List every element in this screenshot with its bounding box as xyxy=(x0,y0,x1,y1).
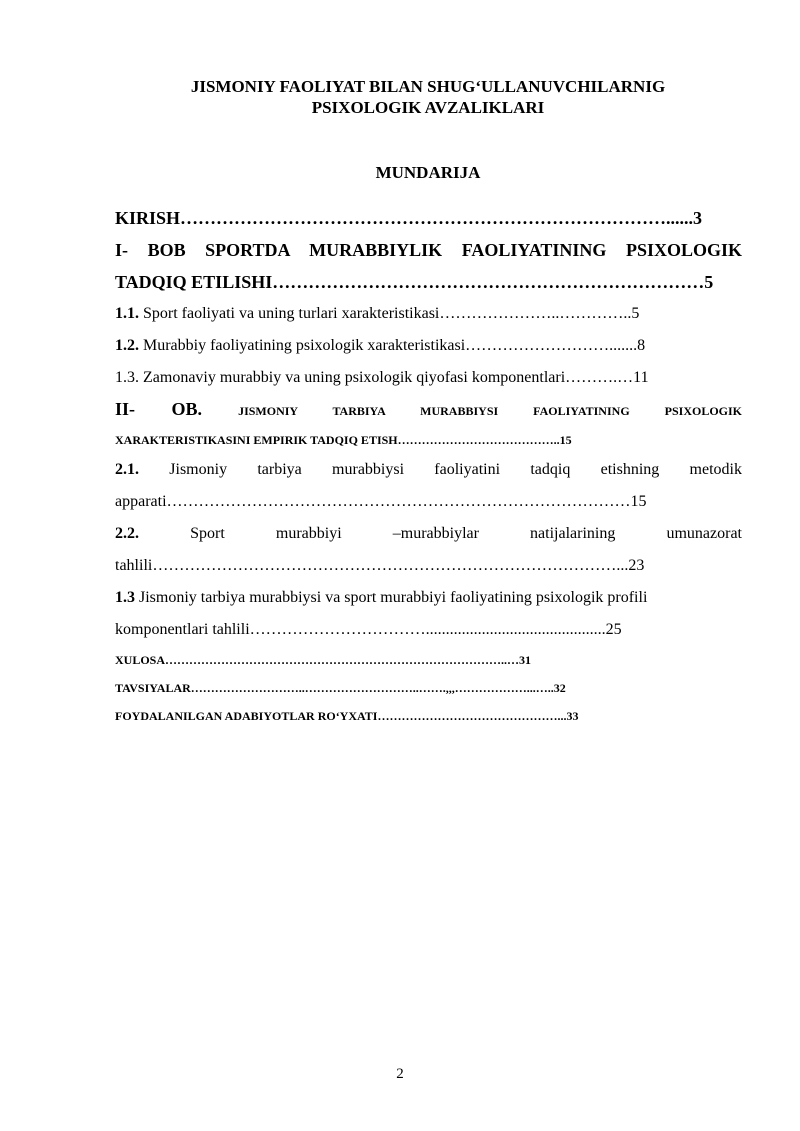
title-line-2: PSIXOLOGIK AVZALIKLARI xyxy=(311,98,545,117)
toc-chapter-1-line-2: TADQIQ ETILISHI………………………………………………………………5 xyxy=(115,272,714,292)
contents-heading: MUNDARIJA xyxy=(375,163,481,182)
toc-section-2-2 xyxy=(115,518,742,582)
document-title xyxy=(100,76,756,118)
toc-section-1-3-profile-line-1 xyxy=(115,582,742,614)
toc-chapter-2 xyxy=(115,394,742,454)
toc-chapter-2-line-1 xyxy=(115,394,742,426)
toc-section-1-1 xyxy=(115,298,742,330)
section-title: Jismoniy tarbiya murabbiysi va sport murabbiyi faoliyatining psixologik profili xyxy=(135,589,648,606)
toc-section-2-1-line-1 xyxy=(115,454,742,486)
chapter-2-prefix: II- OB. xyxy=(115,399,203,419)
toc-section-2-2-line-2: tahlili……………………………………………………………………………...23 xyxy=(115,557,645,574)
toc-section-2-1 xyxy=(115,454,742,518)
section-title: Sport faoliyati va uning turlari xarakteristikasi…………………..…………..5 xyxy=(139,305,640,322)
chapter-2-title-part: JISMONIY TARBIYA MURABBIYSI FAOLIYATINING PSIXOLOGIK xyxy=(238,404,743,418)
section-title: Sport murabbiyi –murabbiylar natijalarining umunazorat xyxy=(139,525,742,542)
section-number: 1.1. xyxy=(115,305,139,322)
title-line-1: JISMONIY FAOLIYAT BILAN SHUG‘ULLANUVCHILARNIG xyxy=(190,77,666,96)
toc-chapter-1 xyxy=(115,234,742,298)
section-title: Jismoniy tarbiya murabbiysi faoliyatini tadqiq etishning metodik xyxy=(139,461,742,478)
toc-section-1-3-profile xyxy=(115,582,742,646)
toc-kirish: KIRISH………………………………………………………………………......3 xyxy=(115,208,703,228)
toc-section-1-3-profile-line-2: komponentlari tahlili…………………………….............................................25 xyxy=(115,621,622,638)
section-number: 1.2. xyxy=(115,337,139,354)
toc-section-1-3: 1.3. Zamonaviy murabbiy va uning psixologik qiyofasi komponentlari……….…11 xyxy=(115,369,649,386)
section-number: 1.3 xyxy=(115,589,135,606)
toc-xulosa: XULOSA…………………………………………………………………………..…31 xyxy=(115,653,532,667)
page-number: 2 xyxy=(396,1066,404,1082)
table-of-contents xyxy=(115,202,742,730)
toc-section-2-2-line-1 xyxy=(115,518,742,550)
toc-adabiyotlar: FOYDALANILGAN ADABIYOTLAR RO‘YXATI………………………………………...33 xyxy=(115,709,579,723)
toc-tavsiyalar: TAVSIYALAR………………………..………………………..…….,,,………………...…..32 xyxy=(115,681,566,695)
section-title: Murabbiy faoliyatining psixologik xarakteristikasi……………………….......8 xyxy=(139,337,646,354)
section-number: 2.2. xyxy=(115,525,139,542)
section-number: 2.1. xyxy=(115,461,139,478)
toc-chapter-1-line-1: I- BOB SPORTDA MURABBIYLIK FAOLIYATINING PSIXOLOGIK xyxy=(115,240,742,260)
toc-chapter-2-line-2: XARAKTERISTIKASINI EMPIRIK TADQIQ ETISH…………………………………..15 xyxy=(115,433,572,447)
toc-section-1-2 xyxy=(115,330,742,362)
toc-section-2-1-line-2: apparati……………………………………………………………………………15 xyxy=(115,493,647,510)
